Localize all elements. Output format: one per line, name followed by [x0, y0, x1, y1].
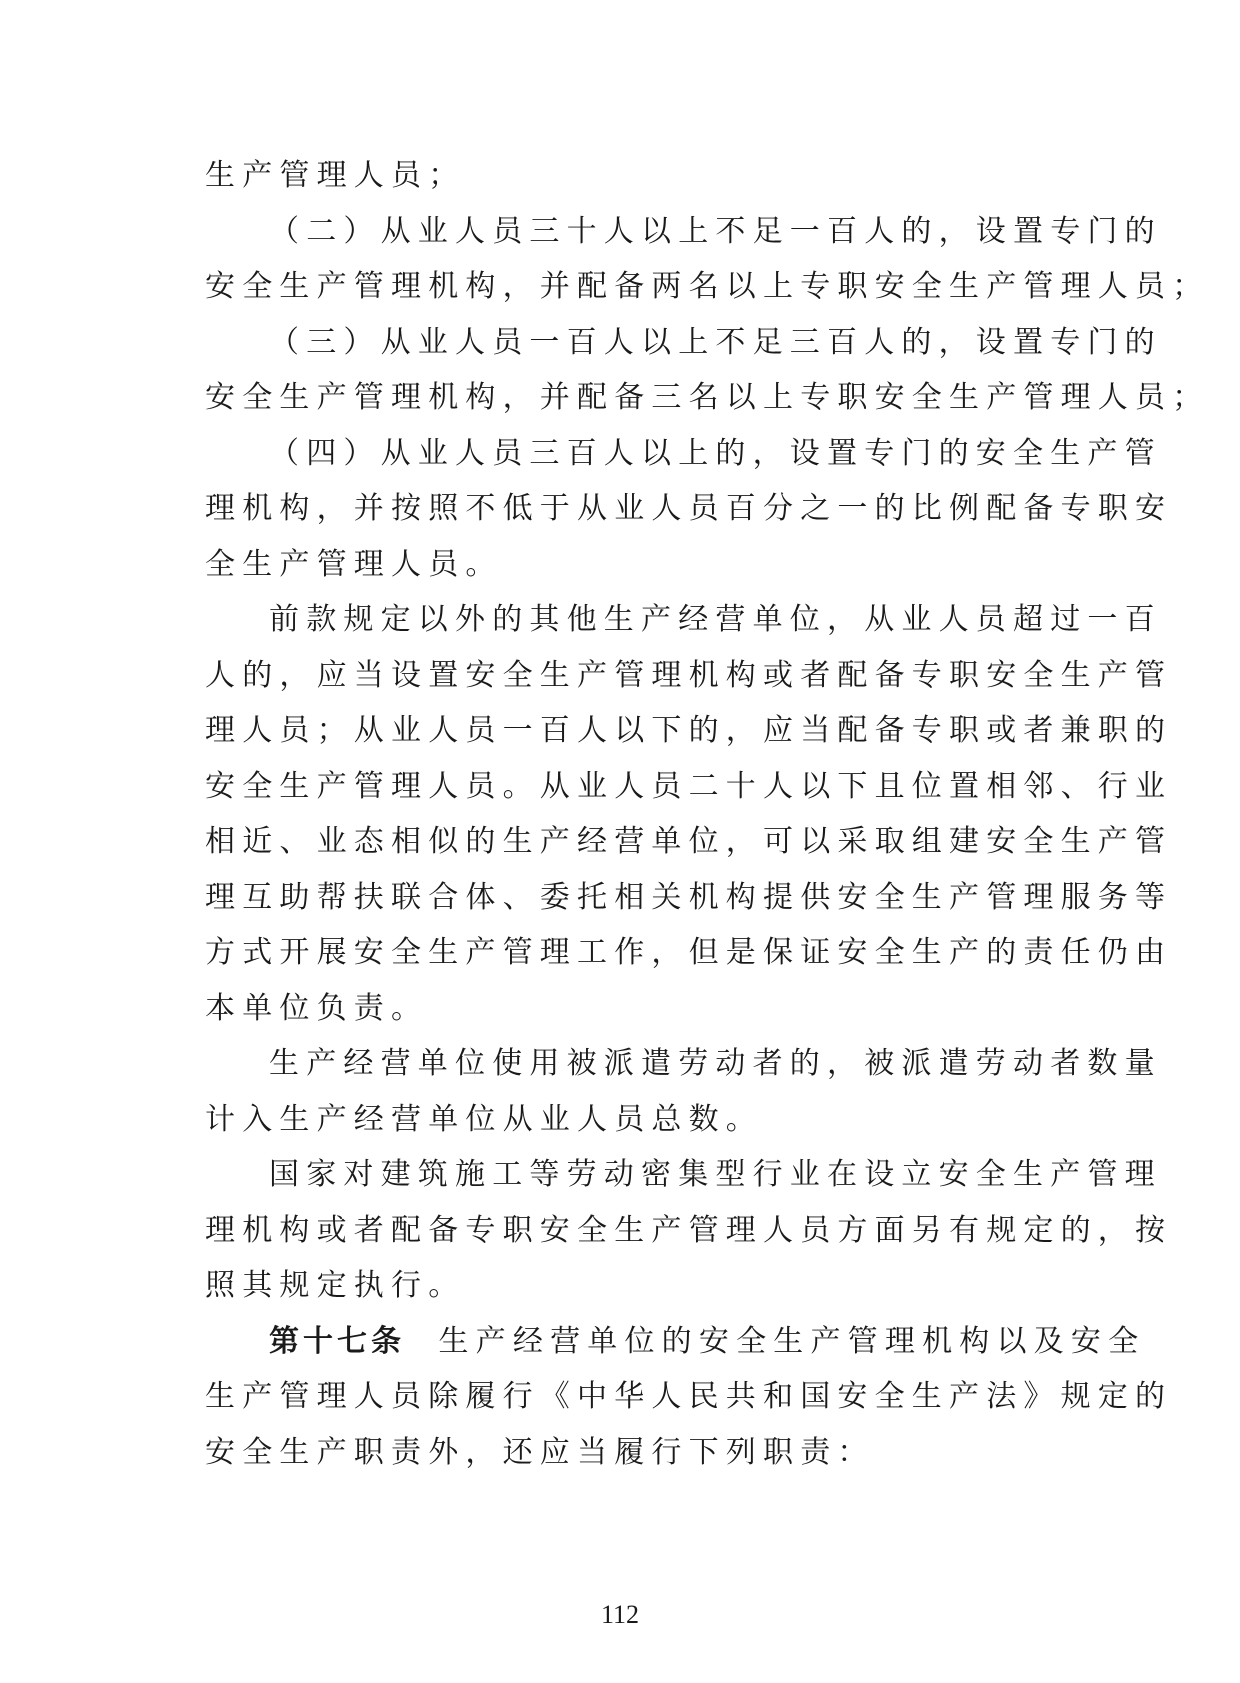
text-line: 生产管理人员； — [205, 158, 466, 193]
text-line: 人的，应当设置安全生产管理机构或者配备专职安全生产管 — [205, 657, 1173, 693]
paragraph-start: 前款规定以外的其他生产经营单位，从业人员超过一百 — [269, 602, 1162, 637]
text-line: 全生产管理人员。 — [205, 546, 503, 582]
text-line: 方式开展安全生产管理工作，但是保证安全生产的责任仍由 — [205, 935, 1173, 970]
text-line: 相近、业态相似的生产经营单位，可以采取组建安全生产管 — [205, 824, 1173, 859]
article-text: 生产经营单位的安全生产管理机构以及安全 — [438, 1323, 1146, 1359]
text-line: 安全生产管理机构，并配备三名以上专职安全生产管理人员； — [205, 380, 1210, 415]
paragraph-start: 国家对建筑施工等劳动密集型行业在设立安全生产管理 — [269, 1157, 1162, 1192]
text-line: 理机构，并按照不低于从业人员百分之一的比例配备专职安 — [205, 491, 1173, 526]
article-first-line — [205, 1314, 1146, 1370]
paragraph-start: 生产经营单位使用被派遣劳动者的，被派遣劳动者数量 — [269, 1046, 1162, 1081]
article-heading: 第十七条 — [269, 1323, 405, 1359]
text-line: 安全生产管理人员。从业人员二十人以下且位置相邻、行业 — [205, 768, 1173, 804]
text-line: 安全生产职责外，还应当履行下列职责： — [205, 1434, 875, 1470]
list-item-three: （三）从业人员一百人以上不足三百人的，设置专门的 — [269, 324, 1162, 360]
text-line: 理人员；从业人员一百人以下的，应当配备专职或者兼职的 — [205, 713, 1173, 748]
list-item-two: （二）从业人员三十人以上不足一百人的，设置专门的 — [269, 213, 1162, 249]
text-line: 安全生产管理机构，并配备两名以上专职安全生产管理人员； — [205, 269, 1210, 304]
list-item-four: （四）从业人员三百人以上的，设置专门的安全生产管 — [269, 435, 1162, 471]
text-line: 理互助帮扶联合体、委托相关机构提供安全生产管理服务等 — [205, 879, 1173, 915]
body-text — [205, 148, 1210, 1480]
text-line: 生产管理人员除履行《中华人民共和国安全生产法》规定的 — [205, 1379, 1173, 1414]
text-line: 照其规定执行。 — [205, 1268, 466, 1303]
text-line: 计入生产经营单位从业人员总数。 — [205, 1101, 763, 1137]
text-line: 理机构或者配备专职安全生产管理人员方面另有规定的，按 — [205, 1212, 1173, 1248]
text-line: 本单位负责。 — [205, 990, 429, 1026]
page-number: 112 — [600, 1600, 640, 1629]
